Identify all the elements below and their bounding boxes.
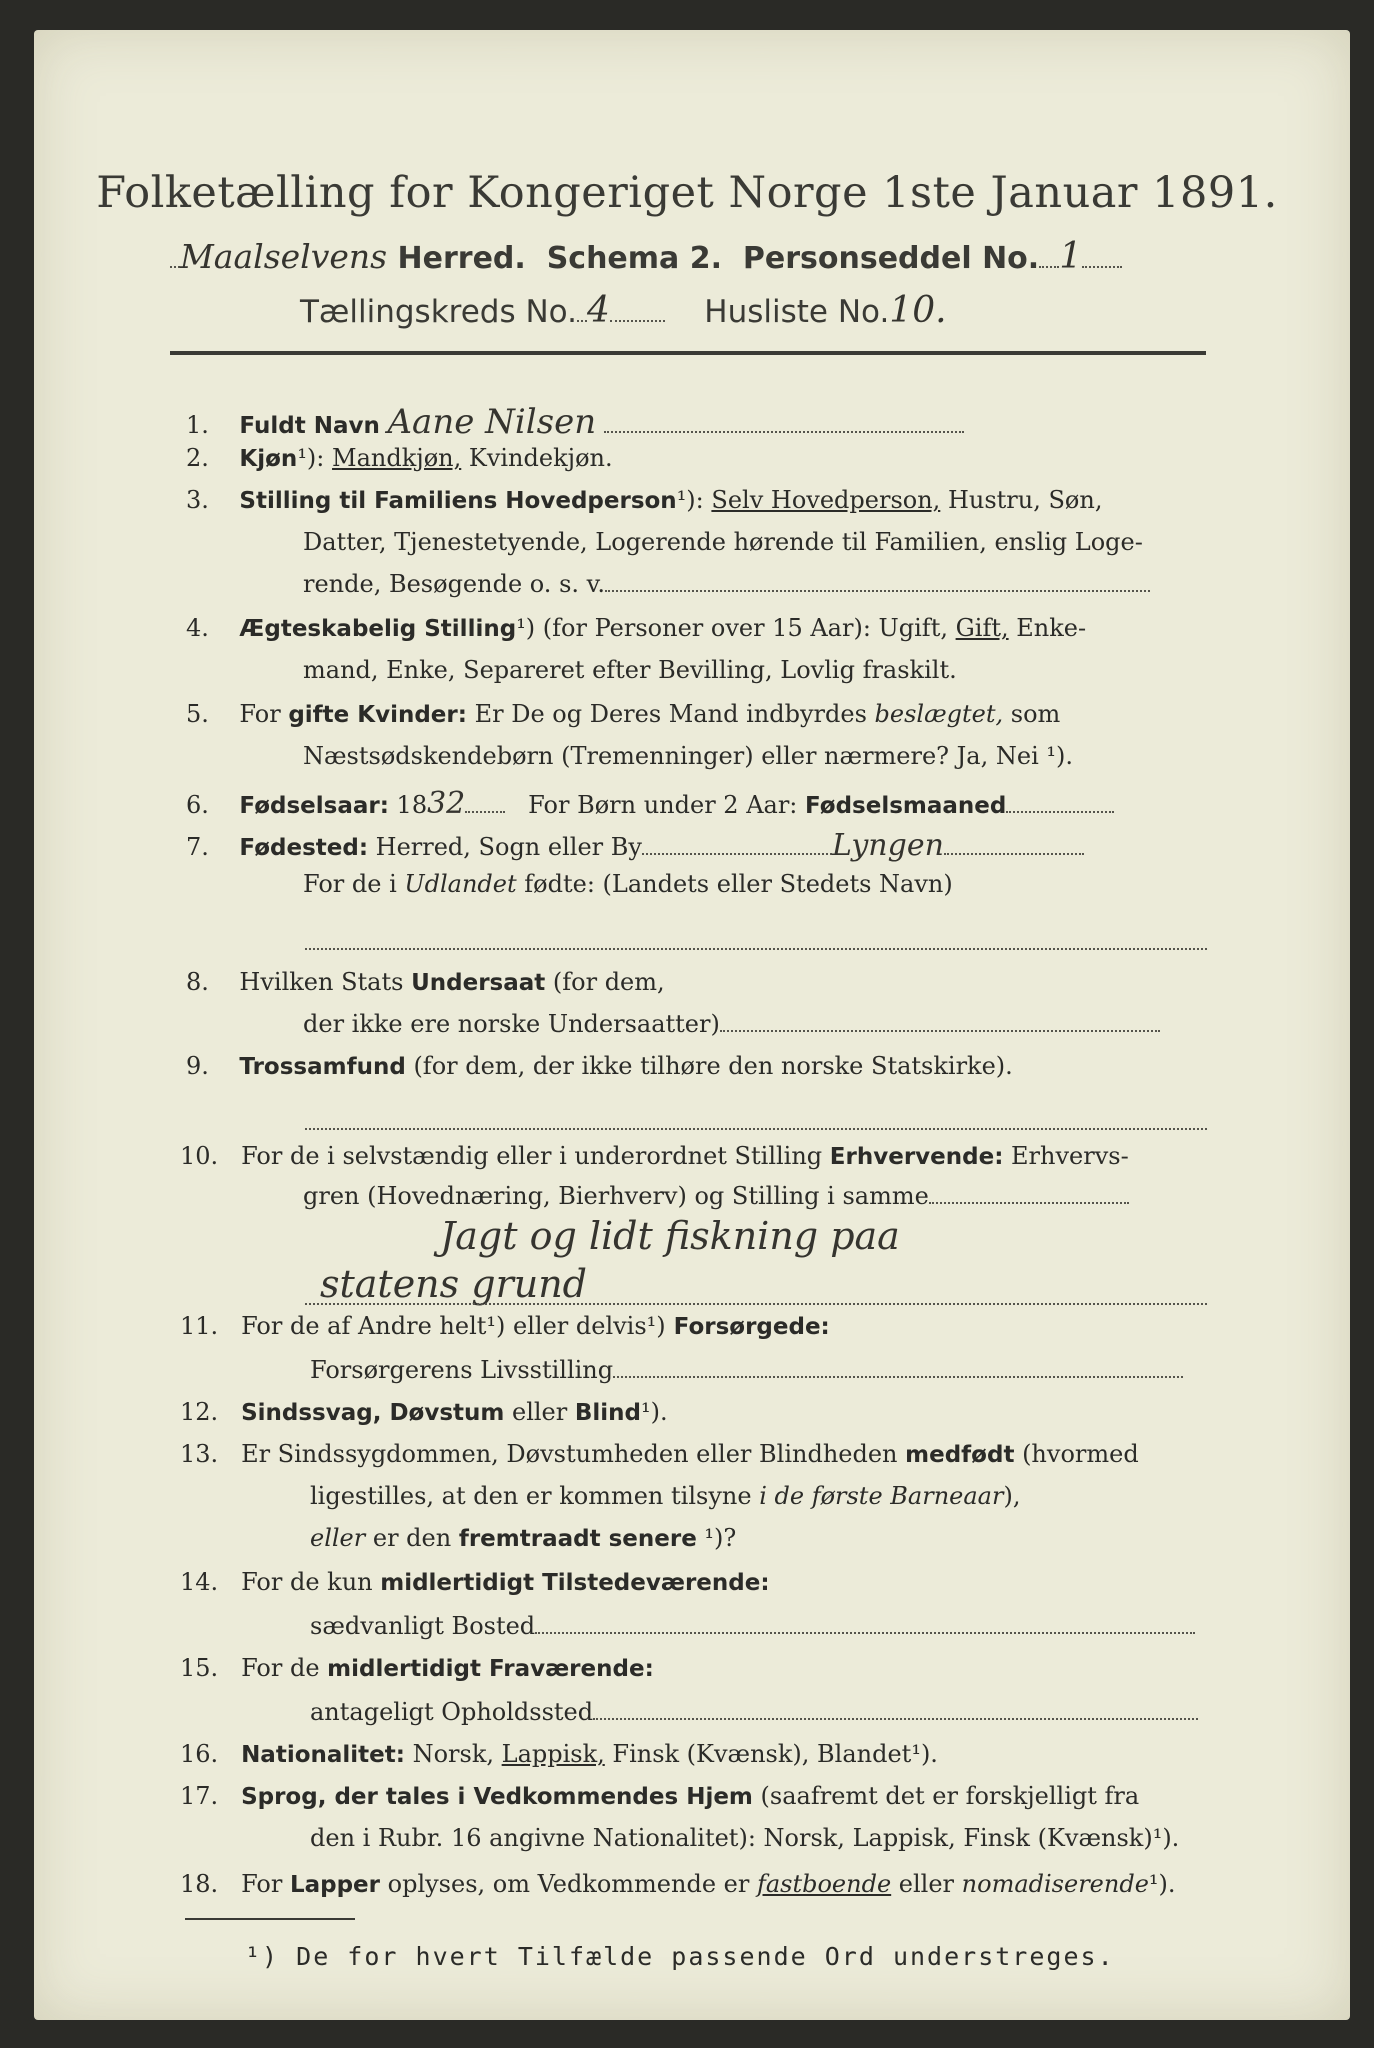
item-7-line2: For de i Udlandet fødte: (Landets eller Stedets Navn) <box>303 870 953 898</box>
fuldt-navn-value: Aane Nilsen <box>387 402 597 442</box>
item-3: 3. Stilling til Familiens Hovedperson¹): Selv Hovedperson, Hustru, Søn, <box>186 486 1103 514</box>
item-4: 4. Ægteskabelig Stilling¹) (for Personer over 15 Aar): Ugift, Gift, Enke- <box>186 614 1087 642</box>
item-1: 1. Fuldt Navn Aane Nilsen <box>186 402 964 442</box>
item-9-blank <box>305 1115 1207 1134</box>
erhverv-value-line2: statens grund <box>320 1262 588 1306</box>
item-16: 16. Nationalitet: Norsk, Lappisk, Finsk (Kvænsk), Blandet¹). <box>180 1740 938 1768</box>
form-title: Folketælling for Kongeriget Norge 1ste Januar 1891. <box>96 168 1278 218</box>
item-13-line2: ligestilles, at den er kommen tilsyne i de første Barneaar), <box>310 1482 1021 1510</box>
item-9: 9. Trossamfund (for dem, der ikke tilhøre den norske Statskirke). <box>186 1052 1013 1080</box>
item-2: 2. Kjøn¹): Mandkjøn, Kvindekjøn. <box>186 444 613 472</box>
item-12: 12. Sindssvag, Døvstum eller Blind¹). <box>180 1398 668 1426</box>
item-3-line3: rende, Besøgende o. s. v. <box>303 570 1150 598</box>
kreds-line <box>300 290 947 331</box>
item-15-line2: antageligt Opholdssted <box>310 1698 1198 1726</box>
mandkjon-option: Mandkjøn, <box>332 444 462 472</box>
item-13: 13. Er Sindssygdommen, Døvstumheden eller Blindheden medfødt (hvormed <box>180 1440 1139 1468</box>
schema-label: Schema 2. <box>546 241 722 276</box>
erhverv-dots <box>305 1290 1207 1309</box>
herred-value: Maalselvens <box>180 237 388 276</box>
header-rule <box>170 351 1206 355</box>
herred-line <box>170 236 1122 277</box>
item-10-line2: gren (Hovednæring, Bierhverv) og Stilling i samme <box>303 1182 1129 1210</box>
lappisk-option: Lappisk, <box>501 1740 605 1768</box>
item-5: 5. For gifte Kvinder: Er De og Deres Mand indbyrdes beslægtet, som <box>186 700 1061 728</box>
husliste-label: Husliste No. <box>704 294 890 330</box>
gift-option: Gift, <box>955 614 1009 642</box>
fodested-value: Lyngen <box>831 828 944 863</box>
item-6: 6. Fødselsaar: 1832 For Børn under 2 Aar: Fødselsmaaned <box>186 786 1114 821</box>
fastboende-option: fastboende <box>756 1870 892 1898</box>
item-3-line2: Datter, Tjenestetyende, Logerende hørende til Familien, enslig Loge- <box>303 528 1143 556</box>
item-7: 7. Fødested: Herred, Sogn eller By Lyngen <box>186 828 1084 863</box>
husliste-value: 10. <box>889 290 947 331</box>
kreds-value: 4 <box>586 290 610 331</box>
item-17: 17. Sprog, der tales i Vedkommendes Hjem (saafremt det er forskjelligt fra <box>180 1782 1140 1810</box>
item-4-line2: mand, Enke, Separeret efter Bevilling, Lovlig fraskilt. <box>303 656 957 684</box>
item-11-line2: Forsørgerens Livsstilling <box>310 1356 1183 1384</box>
footnote-rule <box>185 1918 355 1920</box>
selv-hovedperson-option: Selv Hovedperson, <box>711 486 941 514</box>
item-7-blank <box>305 935 1207 954</box>
erhverv-value-line1: Jagt og lidt fiskning paa <box>440 1214 900 1258</box>
herred-label: Herred. <box>397 241 526 276</box>
kreds-label: Tællingskreds No. <box>300 294 577 330</box>
item-10: 10. For de i selvstændig eller i underordnet Stilling Erhvervende: Erhvervs- <box>180 1142 1129 1170</box>
fuldt-navn-label: Fuldt Navn <box>239 413 380 439</box>
fodselsaar-value: 32 <box>427 786 466 821</box>
item-5-line2: Næstsødskendebørn (Tremenninger) eller nærmere? Ja, Nei ¹). <box>303 742 1073 770</box>
personseddel-value: 1 <box>1059 236 1083 277</box>
item-18: 18. For Lapper oplyses, om Vedkommende er fastboende eller nomadiserende¹). <box>180 1870 1176 1898</box>
item-8: 8. Hvilken Stats Undersaat (for dem, <box>186 968 665 996</box>
item-15: 15. For de midlertidigt Fraværende: <box>180 1654 654 1682</box>
item-14-line2: sædvanligt Bosted <box>310 1612 1195 1640</box>
item-13-line3: eller er den fremtraadt senere ¹)? <box>310 1524 737 1552</box>
item-17-line2: den i Rubr. 16 angivne Nationalitet): Norsk, Lappisk, Finsk (Kvænsk)¹). <box>310 1824 1180 1852</box>
item-14: 14. For de kun midlertidigt Tilstedeværende: <box>180 1568 770 1596</box>
item-8-line2: der ikke ere norske Undersaatter) <box>303 1010 1160 1038</box>
footnote: ¹) De for hvert Tilfælde passende Ord understreges. <box>245 1942 1115 1971</box>
personseddel-label: Personseddel No. <box>742 241 1040 276</box>
item-11: 11. For de af Andre helt¹) eller delvis¹) Forsørgede: <box>180 1312 830 1340</box>
